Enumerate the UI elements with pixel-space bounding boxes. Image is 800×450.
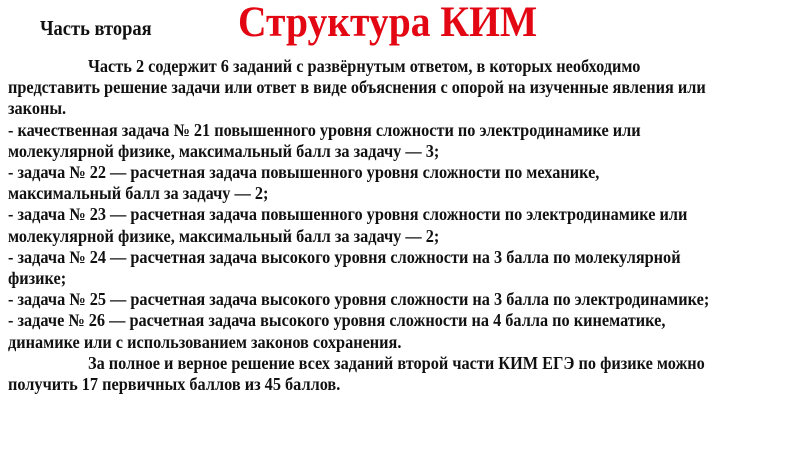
task-22-line: - задача № 22 — расчетная задача повышенного уровня сложности по механике,: [8, 162, 600, 183]
task-23-line: молекулярной физике, максимальный балл за задачу — 2;: [8, 225, 440, 246]
slide-title: Структура КИМ: [238, 0, 538, 46]
summary-line: За полное и верное решение всех заданий второй части КИМ ЕГЭ по физике можно: [87, 352, 705, 373]
task-25-line: - задача № 25 — расчетная задача высокого уровня сложности на 3 балла по электродинамике;: [8, 289, 710, 310]
slide-body: [8, 56, 798, 395]
intro-line: Часть 2 содержит 6 заданий с развёрнутым ответом, в которых необходимо: [87, 56, 641, 76]
task-24-line: физике;: [8, 268, 67, 289]
task-21-line: молекулярной физике, максимальный балл за задачу — 3;: [8, 140, 440, 161]
task-26-line: динамике или с использованием законов сохранения.: [8, 331, 402, 352]
intro-line: законы.: [8, 98, 67, 119]
section-subtitle: Часть вторая: [40, 16, 152, 40]
summary-line: получить 17 первичных баллов из 45 баллов.: [8, 374, 341, 395]
task-22-line: максимальный балл за задачу — 2;: [8, 183, 269, 204]
intro-line: представить решение задачи или ответ в виде объяснения с опорой на изученные явления или: [8, 77, 706, 98]
task-26-line: - задаче № 26 — расчетная задача высокого уровня сложности на 4 балла по кинематике,: [8, 310, 666, 331]
task-23-line: - задача № 23 — расчетная задача повышенного уровня сложности по электродинамике или: [8, 204, 688, 225]
task-24-line: - задача № 24 — расчетная задача высокого уровня сложности на 3 балла по молекулярной: [8, 246, 681, 267]
task-21-line: - качественная задача № 21 повышенного уровня сложности по электродинамике или: [8, 119, 641, 140]
